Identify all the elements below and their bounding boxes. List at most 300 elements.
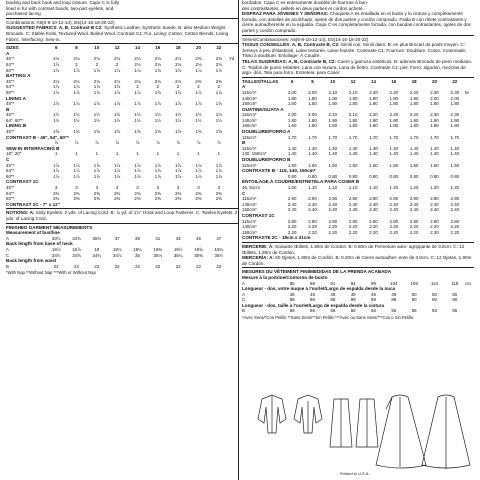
table-cell: 1⅞ <box>195 89 202 95</box>
table-cell: 1⅞ <box>93 84 100 90</box>
table-cell: 2⅜ <box>195 56 202 62</box>
table-cell: 1⅞ <box>114 101 121 107</box>
text-line: Suede. B: also Medium Weight Brocade. C: Stable Knits, Textured Wool, <box>6 25 226 36</box>
table-cell: 1½ <box>134 117 141 123</box>
row-label: 115cm* <box>242 134 257 140</box>
table-cell: 1½ <box>73 117 80 123</box>
divider <box>6 223 238 224</box>
table-cell: 1⅞ <box>53 84 60 90</box>
table-cell: 2⅛ <box>93 56 100 62</box>
table-cell: 1⅞ <box>154 101 161 107</box>
table-cell: 1⅞ <box>73 168 80 174</box>
row-label: 54"* <box>6 168 15 174</box>
table-cell: 2⅛ <box>134 56 141 62</box>
table-cell: 1⅝ <box>73 129 80 135</box>
table-cell: 2.20 <box>389 112 399 118</box>
table-cell: 18 <box>411 78 417 84</box>
row-label: 115cm* <box>242 89 257 95</box>
table-cell: 2⅜ <box>93 196 100 202</box>
table-cell: 1⅝ <box>175 129 182 135</box>
table-cell: 56 <box>289 308 295 314</box>
table-cell: 85 <box>289 280 295 286</box>
merceria-body <box>242 255 471 266</box>
nap-footnote-fr: *Avec Sens/*Con Pelillo **Sans Sens/**Sin Pelillo ***Avec ou Sans Sens/***Con o Sin Pelillo <box>242 315 414 321</box>
table-cell: 2.40 <box>287 207 297 213</box>
tissus-paragraph <box>242 42 474 59</box>
table-cell: 1⅞ <box>53 168 60 174</box>
text-line: lined in fur with contrast bands, two-part eyelets, and <box>6 5 114 11</box>
table-cell: 1.60 <box>308 123 317 129</box>
text-line: Sixty Eyelets, 2 yds. of Lacing Cord. B: ⅞ yd. of 1½" Hook and <box>35 210 163 216</box>
table-cell: 1.70 <box>328 134 338 140</box>
description-paragraph-fr <box>242 0 474 11</box>
table-cell: 2.80 <box>287 218 297 224</box>
table-cell: 2.90 <box>328 196 338 202</box>
table-cell: 2⅜ <box>195 196 202 202</box>
table-cell: 2⅜ <box>53 190 60 196</box>
table-cell: 119 <box>451 280 459 286</box>
mesures-title: MESURES DU VÊTEMENT FINI/MEDIDAS DE LA PRENDA ACABADA <box>242 269 392 275</box>
table-cell: 2⅜ <box>195 190 202 196</box>
table-cell: 1.80 <box>348 101 358 107</box>
table-cell: 1.80 <box>389 123 399 129</box>
table-cell: 1⅞ <box>73 84 80 90</box>
table-cell: 1 <box>156 151 160 157</box>
text-line: agrippante de 3.8cm. C: 12 Œillets, 1.90m de Cordon. <box>242 243 465 255</box>
table-cell: 3 <box>95 185 99 190</box>
notions-text <box>6 210 238 221</box>
yardage-table <box>6 45 238 207</box>
text-line: bordados. Capa C es enteramente doublée de fourrure à ban- <box>242 0 369 5</box>
table-cell: 89 <box>350 297 356 303</box>
table-cell: 22 <box>155 263 161 269</box>
skirt-front-drawing <box>330 399 352 447</box>
table-cell: 1⅝ <box>114 129 121 135</box>
text-line: busto y la cintura y completamente forrada, con detalles de acolchado, ojetes <box>242 11 463 22</box>
table-cell: 2.20 <box>308 229 317 235</box>
table-cell: 1.70 <box>287 134 297 140</box>
table-cell: 1.40 <box>409 151 419 157</box>
table-cell: 19⅛ <box>112 246 122 252</box>
section-heading: LINING B <box>6 123 27 129</box>
table-cell: 8 <box>311 78 314 84</box>
table-cell: 1⅞ <box>114 84 121 90</box>
table-cell: 114 <box>430 280 438 286</box>
table-cell: 1.10 <box>328 185 338 190</box>
row-label: 115cm* <box>242 218 257 224</box>
row-label: 54"* <box>6 190 15 196</box>
table-cell: 2 <box>75 61 78 67</box>
table-cell: 2⅜ <box>93 190 100 196</box>
metrage-table <box>242 79 474 241</box>
table-cell: 1⅞ <box>154 168 161 174</box>
row-label: 150cm* <box>242 123 257 129</box>
table-cell: 1⅞ <box>73 173 80 179</box>
text-line: ente de 3.8cm. C: 12 Ojetes, 1.90m de Cordón. <box>242 255 472 266</box>
table-cell: 47 <box>216 235 222 241</box>
table-cell: 35⅛ <box>153 252 163 258</box>
row-label: 45"* <box>6 78 15 84</box>
section-heading: ENTOILAGE À COUDRE/ENTRETELA PARA COSER B <box>242 179 360 185</box>
table-cell: 1.80 <box>308 95 317 101</box>
section-heading: C <box>6 157 10 163</box>
section-heading: DOUBLURE/FORRO A <box>242 129 291 135</box>
table-cell: 1.60 <box>287 101 297 107</box>
table-cell: 1.90 <box>409 117 419 123</box>
table-cell: 1.90 <box>389 117 399 123</box>
table-cell: 1.90 <box>409 95 419 101</box>
table-cell: 1½ <box>93 117 100 123</box>
table-cell: 2.20 <box>348 229 358 235</box>
table-cell: 1.80 <box>409 101 419 107</box>
table-cell: 1.70 <box>389 134 399 140</box>
row-label: A <box>242 280 245 286</box>
row-label: 140cm* <box>242 95 257 101</box>
table-cell: 1.60 <box>308 101 317 107</box>
table-cell: 1⅞ <box>175 173 182 179</box>
table-cell: 45 <box>196 235 201 241</box>
table-cell: 1.80 <box>287 95 297 101</box>
table-cell: 3 <box>115 185 119 190</box>
description-paragraph <box>6 0 238 17</box>
merceria-title: MERCERÍA: A: <box>242 255 274 261</box>
table-cell: ⅞ <box>176 140 180 146</box>
table-cell: 1.90 <box>369 117 378 123</box>
section-heading: DOUBLURE/FORRO B <box>242 157 291 163</box>
table-cell: 1.80 <box>328 101 338 107</box>
table-cell: 1.50 <box>348 162 358 168</box>
table-cell: 91 <box>330 280 336 286</box>
table-cell: 1.40 <box>308 151 317 157</box>
unit-cell: Yd <box>229 56 235 62</box>
table-cell: 56 <box>391 308 397 314</box>
telas-paragraph <box>242 59 474 76</box>
table-cell: 2⅛ <box>114 78 121 84</box>
series-line: Séries/Combinaciones: A5(6-8-10-12-14), E5(14-16-18-20-22) <box>242 36 369 42</box>
text-line: Chaqueta A es entallada en el <box>329 11 391 17</box>
table-cell: 1.40 <box>389 151 399 157</box>
table-cell: 8 <box>75 45 78 51</box>
row-label: SIZES <box>6 45 19 51</box>
disfraz-paragraph <box>242 11 474 33</box>
row-label: 45"* <box>6 56 15 62</box>
table-cell: 1.50 <box>389 162 399 168</box>
table-cell: 2.00 <box>430 95 439 101</box>
table-cell: 3 <box>217 185 221 190</box>
row-label: 45"* <box>6 112 15 118</box>
row-label: 54"* <box>6 61 15 67</box>
table-cell: 89 <box>371 297 376 303</box>
table-cell: 2.10 <box>348 112 358 118</box>
table-cell: 22 <box>135 263 140 269</box>
table-cell: 56 <box>452 308 458 314</box>
table-cell: 2.80 <box>308 218 317 224</box>
table-cell: 1.40 <box>389 145 399 151</box>
table-cell: 2.90 <box>287 196 297 202</box>
row-label: 45"* <box>6 185 15 190</box>
table-cell: 1⅞ <box>134 89 141 95</box>
table-cell: 1⅞ <box>93 168 100 174</box>
text-line: Soixante Œillets, 1.90m de Cordon. B: 0.80m de Fermeture auto- <box>275 243 408 249</box>
table-cell: 20 <box>432 78 437 84</box>
table-cell: 1½ <box>215 117 222 123</box>
table-cell: 2.20 <box>348 224 358 230</box>
table-cell: 34½ <box>51 252 61 258</box>
table-cell: 1.70 <box>450 134 460 140</box>
divider <box>6 43 238 44</box>
table-cell: 1⅞ <box>114 168 121 174</box>
table-cell: 56 <box>310 308 315 314</box>
table-cell: 10 <box>330 78 336 84</box>
table-cell: 1.40 <box>430 151 439 157</box>
table-cell: 1.40 <box>287 151 297 157</box>
table-cell: 50 <box>411 291 417 297</box>
table-cell: 14 <box>371 78 376 84</box>
table-cell: 2.80 <box>450 218 460 224</box>
table-cell: 2.20 <box>430 224 439 230</box>
table-cell: 1.20 <box>430 185 439 190</box>
table-cell: 2.40 <box>308 207 317 213</box>
table-cell: 99 <box>371 280 376 286</box>
text-line: textura, Lana de fieltro. Contraste C1: piel. Forro: algodón, mezclas de algo- <box>242 64 466 76</box>
text-line: des contrastantes, œillets en deux parties et cordon acheté. <box>242 5 364 11</box>
table-cell: 2.90 <box>409 196 419 202</box>
table-cell: 1⅞ <box>215 162 222 168</box>
table-cell: 49 <box>350 291 356 297</box>
row-label: 60"* <box>6 196 15 202</box>
table-cell: 1.80 <box>430 101 439 107</box>
unit-cell: cm <box>465 280 471 286</box>
table-cell: 1.10 <box>308 185 317 190</box>
table-cell: 1⅞ <box>175 67 182 73</box>
table-cell: 56 <box>350 308 356 314</box>
table-cell: 1.70 <box>308 134 317 140</box>
table-cell: 2.20 <box>450 224 460 230</box>
section-heading: A <box>242 84 246 90</box>
table-cell: 2⅜ <box>215 196 222 202</box>
table-cell: 1.50 <box>450 162 460 168</box>
row-label: 150cm* <box>242 207 257 213</box>
table-cell: 1⅞ <box>215 89 222 95</box>
row-label: 140cm* <box>242 224 257 230</box>
section-heading: CONTRASTE B - 115, 140, 150cm* <box>242 168 316 174</box>
table-cell: 1⅞ <box>215 168 222 174</box>
section-heading: B <box>6 106 10 112</box>
table-cell: 1½ <box>53 117 60 123</box>
table-cell: 3 <box>54 185 58 190</box>
table-cell: 0.80 <box>430 173 439 179</box>
table-cell: 2.20 <box>389 229 399 235</box>
table-cell: 1.70 <box>430 134 439 140</box>
row-label: 140cm* <box>242 117 257 123</box>
table-cell: 2 <box>217 84 221 90</box>
table-cell: 2.90 <box>369 196 378 202</box>
table-cell: 2.20 <box>369 224 378 230</box>
table-cell: 2.30 <box>450 112 460 118</box>
table-cell: 2⅜ <box>134 196 141 202</box>
table-cell: 1.40 <box>308 145 317 151</box>
table-cell: 1.80 <box>308 117 317 123</box>
row-label: 45"* <box>6 101 15 107</box>
table-cell: 1½ <box>134 112 141 118</box>
row-label: A <box>6 235 9 241</box>
table-cell: 1⅝ <box>195 129 202 135</box>
table-cell: 2 <box>176 84 180 90</box>
table-cell: 2.40 <box>450 201 460 207</box>
table-cell: 22 <box>94 263 100 269</box>
table-cell: 1.20 <box>409 185 419 190</box>
table-cell: 1.80 <box>450 101 460 107</box>
table-cell: 2⅜ <box>154 196 161 202</box>
table-cell: 2.80 <box>409 218 419 224</box>
table-cell: 19⅝ <box>194 246 203 252</box>
table-cell: 22 <box>114 263 120 269</box>
table-cell: 1.90 <box>389 95 399 101</box>
table-cell: 109 <box>410 280 418 286</box>
table-cell: 6 <box>290 78 294 84</box>
text-line: de dos partes y cordón comprado. Falda B con ribete contrastante y cierre <box>242 16 467 28</box>
table-cell: ⅞ <box>135 140 140 146</box>
table-cell: ⅞ <box>94 140 99 146</box>
telas-title: TELAS SUGERIDAS: A, B, Contraste B, C2: <box>242 58 337 64</box>
table-cell: 2.40 <box>328 207 338 213</box>
table-cell: 1.40 <box>409 145 419 151</box>
table-cell: 1.40 <box>369 145 378 151</box>
table-cell: 33½ <box>51 235 61 241</box>
table-cell: 19¾ <box>214 246 224 252</box>
table-cell: 20 <box>196 45 201 51</box>
printed-in-usa: Printed in U.S.A. <box>340 471 370 476</box>
finished-measurements-title: FINISHED GARMENT MEASUREMENTS <box>6 224 93 230</box>
text-line: plus Brocart de poids moyen. C: Jerseys à peu d'élasticité, Laine texturée, <box>242 42 465 53</box>
table-cell: 1½ <box>154 112 161 118</box>
table-cell: 1⅞ <box>93 101 100 107</box>
section-heading: A <box>6 50 10 56</box>
table-cell: 22 <box>452 78 458 84</box>
text-line: dón, Tela para forro. Entretela: para Coser. <box>253 70 341 76</box>
section-heading: Back length from base of neck <box>6 241 73 247</box>
table-cell: ⅞ <box>196 140 201 146</box>
table-cell: 34¾ <box>72 235 81 241</box>
table-cell: 2⅜ <box>175 196 182 202</box>
table-cell: 2.20 <box>328 224 338 230</box>
table-cell: 88 <box>330 297 336 303</box>
section-heading: B <box>242 140 246 146</box>
section-heading: C <box>242 190 246 196</box>
row-label: 60"* <box>6 89 15 95</box>
row-label: B <box>6 263 9 269</box>
table-cell: 2⅜ <box>114 196 121 202</box>
table-cell: 1.50 <box>369 162 378 168</box>
cape-front-drawing <box>376 395 426 468</box>
row-label: 115cm* <box>242 145 257 151</box>
row-label: 54"* <box>6 84 15 90</box>
mercerie-body <box>242 244 464 255</box>
table-cell: 2.90 <box>348 196 358 202</box>
measurements-table <box>6 236 238 270</box>
table-cell: 1.60 <box>287 123 297 129</box>
table-cell: 2.30 <box>450 89 460 95</box>
table-cell: 1½ <box>215 112 222 118</box>
table-cell: 2.80 <box>430 218 439 224</box>
table-cell: 1.80 <box>450 123 460 129</box>
table-cell: 90 <box>411 297 417 303</box>
table-cell: 18⅞ <box>72 246 81 252</box>
table-cell: 2.40 <box>287 201 297 207</box>
table-cell: 1⅞ <box>215 101 222 107</box>
table-cell: 1.80 <box>369 101 378 107</box>
table-cell: 2 <box>197 84 200 90</box>
section-heading: CONTRAST 2C - 7" x 12" <box>6 201 60 207</box>
row-label: 115cm* <box>242 112 257 118</box>
table-cell: 2.10 <box>328 112 338 118</box>
table-cell: 1⅞ <box>195 162 202 168</box>
table-cell: 1 <box>197 151 200 157</box>
table-cell: 94 <box>350 280 356 286</box>
merceria-text <box>242 255 474 266</box>
table-cell: 1.70 <box>369 134 378 140</box>
section-heading: CONTRAST 1C <box>6 179 39 185</box>
text-line: Simili cuir, Simili daim. B: en <box>340 42 399 48</box>
row-label: C <box>6 252 10 258</box>
table-cell: 2⅛ <box>134 78 141 84</box>
row-label: A <box>6 246 9 252</box>
table-cell: 1 <box>115 151 119 157</box>
table-cell: 2.90 <box>308 196 317 202</box>
table-cell: 1.50 <box>287 162 297 168</box>
table-cell: 90 <box>452 297 458 303</box>
table-cell: 1.70 <box>348 134 358 140</box>
table-cell: 1.70 <box>409 134 419 140</box>
table-cell: 1.80 <box>409 123 419 129</box>
table-cell: 1⅞ <box>73 101 80 107</box>
table-cell: 41 <box>155 235 161 241</box>
table-cell: 2.40 <box>450 207 460 213</box>
table-cell: 34¾ <box>92 252 102 258</box>
table-cell: 1⅞ <box>93 89 100 95</box>
table-cell: 2.20 <box>369 112 378 118</box>
table-cell: 1.50 <box>409 162 419 168</box>
table-cell: ⅞ <box>155 140 160 146</box>
row-label: 60"* <box>6 67 15 73</box>
table-cell: 1⅞ <box>154 173 161 179</box>
unit-cell: M <box>465 89 469 95</box>
table-cell: 35¼ <box>173 252 183 258</box>
table-cell: 1⅞ <box>93 162 100 168</box>
table-cell: 1⅞ <box>73 162 80 168</box>
table-row <box>242 308 474 314</box>
table-cell: 1⅞ <box>134 67 141 73</box>
table-cell: 22 <box>74 263 79 269</box>
table-cell: 1⅞ <box>134 168 141 174</box>
table-cell: 2⅜ <box>195 78 202 84</box>
divider <box>6 18 238 19</box>
divider <box>242 77 474 78</box>
table-cell: 1.20 <box>389 185 399 190</box>
table-cell: 22 <box>196 263 201 269</box>
table-cell: 1½ <box>114 117 121 123</box>
table-cell: 49 <box>371 291 376 297</box>
row-label: 140, 150cm* <box>242 151 267 157</box>
table-cell: 1.40 <box>450 145 460 151</box>
table-cell: 1⅞ <box>114 173 121 179</box>
table-cell: 1⅞ <box>134 173 141 179</box>
jacket-front-drawing <box>258 395 286 433</box>
mesures-sub: Mesure à la poitrine/Contorno de busto <box>242 274 328 280</box>
table-cell: 1.90 <box>430 117 439 123</box>
table-cell: 1⅞ <box>53 67 60 73</box>
divider <box>242 242 474 243</box>
